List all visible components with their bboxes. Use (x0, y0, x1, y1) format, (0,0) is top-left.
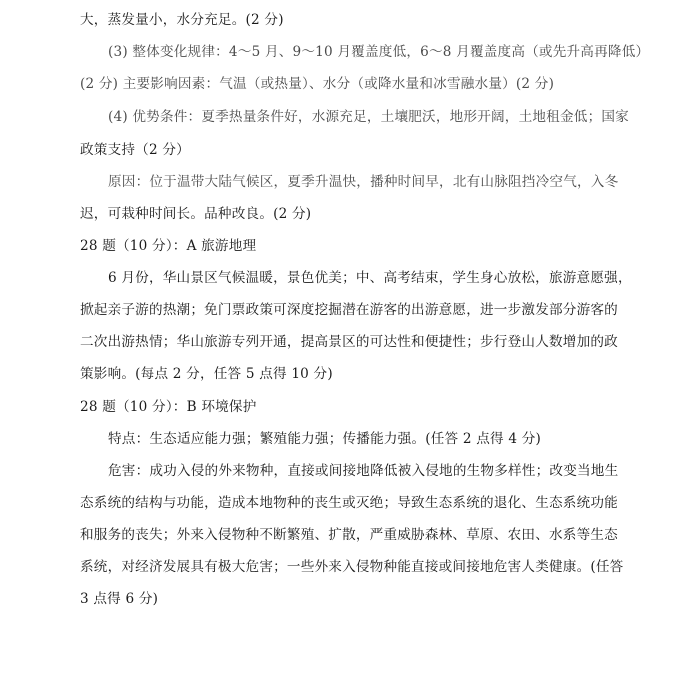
text-line: 原因：位于温带大陆气候区，夏季升温快，播种时间早，北有山脉阻挡冷空气，入冬 (108, 174, 619, 190)
text-line: 6 月份，华山景区气候温暖，景色优美；中、高考结束，学生身心放松，旅游意愿强， (108, 270, 632, 286)
text-line: 大，蒸发量小，水分充足。(2 分) (80, 12, 284, 28)
text-line: 二次出游热情；华山旅游专列开通，提高景区的可达性和便捷性；步行登山人数增加的政 (80, 334, 618, 350)
text-line: 危害：成功入侵的外来物种，直接或间接地降低被入侵地的生物多样性；改变当地生 (108, 463, 619, 479)
text-line: 政策支持（2 分） (80, 142, 190, 158)
text-line: 3 点得 6 分) (80, 591, 159, 607)
section-heading: 28 题（10 分）：A 旅游地理 (80, 238, 257, 254)
text-line: (3) 整体变化规律：4～5 月、9～10 月覆盖度低，6～8 月覆盖度高（或先升高再降低） (108, 44, 650, 60)
section-heading: 28 题（10 分）：B 环境保护 (80, 399, 257, 415)
text-line: 态系统的结构与功能，造成本地物种的丧生或灭绝；导致生态系统的退化、生态系统功能 (80, 495, 618, 511)
text-line: 掀起亲子游的热潮；免门票政策可深度挖掘潜在游客的出游意愿，进一步激发部分游客的 (80, 302, 618, 318)
text-line: 和服务的丧失；外来入侵物种不断繁殖、扩散，严重威胁森林、草原、农田、水系等生态 (80, 527, 618, 543)
text-line: 迟，可栽种时间长。品种改良。(2 分) (80, 206, 312, 222)
text-line: 策影响。(每点 2 分，任答 5 点得 10 分) (80, 366, 333, 382)
text-line: 系统，对经济发展具有极大危害；一些外来入侵物种能直接或间接地危害人类健康。(任答 (80, 559, 624, 575)
text-line: (2 分) 主要影响因素：气温（或热量）、水分（或降水量和冰雪融水量）(2 分) (80, 76, 555, 92)
text-line: 特点：生态适应能力强；繁殖能力强；传播能力强。(任答 2 点得 4 分) (108, 431, 542, 447)
text-line: (4) 优势条件：夏季热量条件好，水源充足，土壤肥沃，地形开阔，土地租金低；国家 (108, 109, 629, 125)
